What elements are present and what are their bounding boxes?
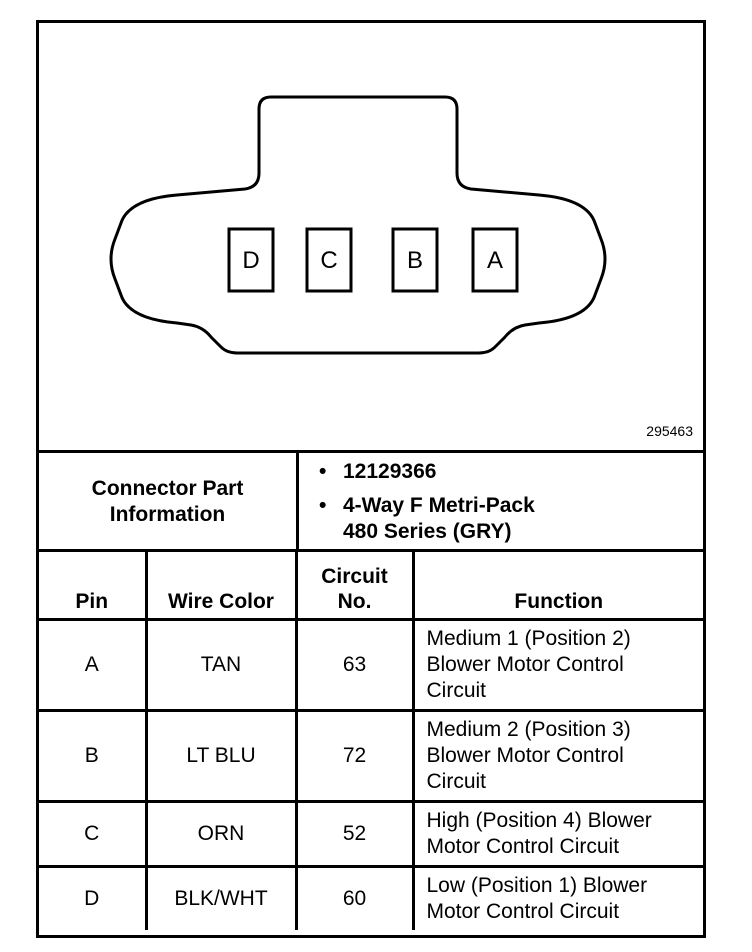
part-number: • 12129366	[319, 459, 701, 485]
circuit-no-cell: 60	[296, 867, 413, 931]
table-row	[39, 867, 703, 931]
header-pin: Pin	[39, 551, 146, 620]
circuit-no-cell: 72	[296, 711, 413, 802]
pin-cell: A	[39, 620, 146, 711]
connector-diagram	[39, 23, 703, 449]
header-function: Function	[413, 551, 703, 620]
table-row	[39, 620, 703, 711]
pin-cell: B	[39, 711, 146, 802]
connector-outline	[111, 97, 605, 353]
connector-part-info-values	[301, 453, 701, 551]
cavity-label-d: D	[242, 247, 260, 274]
table-row	[39, 711, 703, 802]
wire-color-cell: LT BLU	[146, 711, 296, 802]
cavity-label-a: A	[486, 247, 504, 274]
function-cell: High (Position 4) Blower Motor Control Circuit	[413, 802, 703, 867]
header-wire-color: Wire Color	[146, 551, 296, 620]
cavity-label-c: C	[320, 247, 338, 274]
circuit-no-cell: 52	[296, 802, 413, 867]
cavity-label-b: B	[406, 247, 424, 274]
connector-part-info	[39, 450, 703, 551]
header-circuit-no: Circuit No.	[296, 551, 413, 620]
wire-color-cell: TAN	[146, 620, 296, 711]
figure-id: 295463	[646, 423, 693, 439]
wire-color-cell: ORN	[146, 802, 296, 867]
wire-color-cell: BLK/WHT	[146, 867, 296, 931]
pin-cell: C	[39, 802, 146, 867]
circuit-no-cell: 63	[296, 620, 413, 711]
function-cell: Medium 1 (Position 2) Blower Motor Control Circuit	[413, 620, 703, 711]
connector-part-info-label: Connector Part Information	[39, 453, 299, 551]
table-row	[39, 802, 703, 867]
connector-type: • 4-Way F Metri-Pack 480 Series (GRY)	[319, 493, 701, 545]
connector-face-svg	[39, 23, 703, 449]
function-cell: Medium 2 (Position 3) Blower Motor Control Circuit	[413, 711, 703, 802]
pin-cell: D	[39, 867, 146, 931]
pinout-table	[39, 549, 703, 930]
connector-frame	[36, 20, 706, 938]
table-header-row	[39, 551, 703, 620]
function-cell: Low (Position 1) Blower Motor Control Circuit	[413, 867, 703, 931]
